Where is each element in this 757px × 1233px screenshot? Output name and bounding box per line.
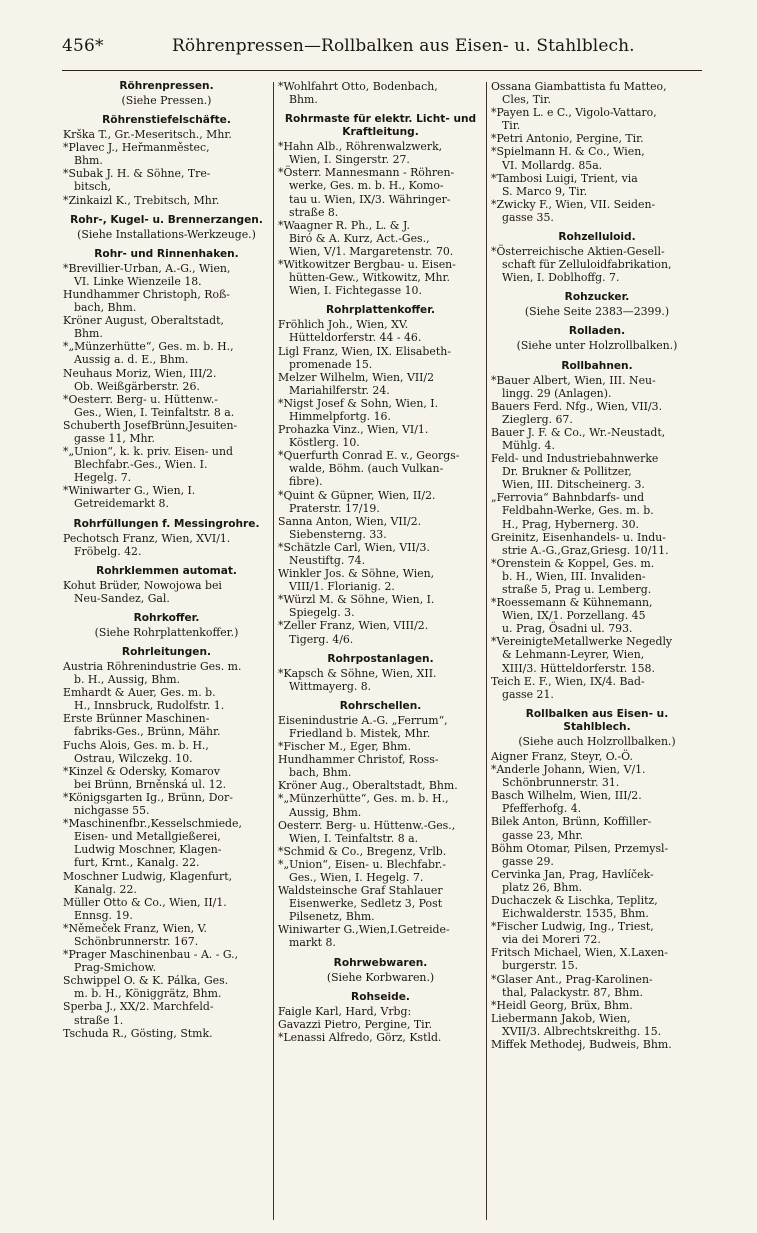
directory-entry: *Zeller Franz, Wien, VIII/2. Tigerg. 4/6. — [278, 619, 429, 646]
directory-entry: Hundhammer Christoph, Roß- bach, Bhm. — [63, 287, 230, 315]
directory-entry: *Oesterr. Berg- u. Hüttenw.- Ges., Wien, I. Teinfaltstr. 8 a. — [63, 392, 235, 419]
directory-entry: Neuhaus Moriz, Wien, III/2. Ob. Weißgärberstr. 26. — [63, 366, 217, 393]
directory-entry: Liebermann Jakob, Wien, XVII/3. Albrechtskreithg. 15. — [491, 1011, 662, 1038]
directory-entry: *Prager Maschinenbau - A. - G., Prag-Smichow. — [63, 948, 239, 975]
directory-entry: Fritsch Michael, Wien, X.Laxen- burgerstr. 15. — [491, 946, 668, 973]
directory-entry: Böhm Otomar, Pilsen, Przemysl- gasse 29. — [491, 841, 669, 868]
directory-entry: *Würzl M. & Söhne, Wien, I. Spiegelg. 3. — [278, 593, 435, 620]
directory-entry: *Petri Antonio, Pergine, Tir. — [491, 132, 644, 146]
section-heading: Rollbahnen. — [561, 359, 633, 372]
directory-entry: *Schmid & Co., Bregenz, Vrlb. — [278, 844, 447, 858]
directory-entry: Faigle Karl, Hard, Vrbg: — [278, 1004, 412, 1018]
directory-entry: Ossana Giambattista fu Matteo, Cles, Tir. — [491, 80, 667, 107]
section-heading: Rohrklemmen automat. — [96, 564, 237, 577]
directory-entry: Kröner Aug., Oberaltstadt, Bhm. — [278, 779, 458, 793]
section-note: (Siehe Pressen.) — [121, 94, 212, 107]
directory-column-2 — [278, 80, 483, 1220]
directory-entry: Melzer Wilhelm, Wien, VII/2 Mariahilferstr. 24. — [278, 370, 435, 397]
directory-entry: *Nigst Josef & Sohn, Wien, I. Himmelpfortg. 16. — [278, 396, 439, 423]
directory-entry: Prohazka Vinz., Wien, VI/1. Köstlerg. 10. — [278, 423, 429, 450]
directory-entry: Bauer J. F. & Co., Wr.-Neustadt, Mühlg. 4. — [491, 425, 666, 452]
directory-entry: *Zinkaizl K., Trebitsch, Mhr. — [63, 193, 220, 207]
section-heading: Rohseide. — [351, 990, 410, 1003]
directory-entry: Basch Wilhelm, Wien, III/2. Pfefferhofg. 4. — [491, 789, 642, 816]
directory-entry: Ligl Franz, Wien, IX. Elisabeth- promenade 15. — [278, 344, 451, 371]
directory-entry: *Waagner R. Ph., L. & J. Biró & A. Kurz, Act.-Ges., Wien, V/1. Margaretenstr. 70. — [278, 218, 454, 258]
directory-entry: *Bauer Albert, Wien, III. Neu- lingg. 29 (Anlagen). — [491, 373, 656, 400]
section-note: (Siehe Installations-Werkzeuge.) — [77, 227, 256, 241]
directory-entry: Fuchs Alois, Ges. m. b. H., Ostrau, Wilczekg. 10. — [63, 738, 209, 765]
directory-entry: *Schätzle Carl, Wien, VII/3. Neustiftg. 74. — [278, 540, 430, 567]
directory-entry: Müller Otto & Co., Wien, II/1. Ennsg. 19. — [63, 895, 227, 922]
section-heading: Rohrkoffer. — [133, 611, 200, 624]
section-heading: Röhrenpressen. — [119, 80, 214, 92]
page-number: 456* — [62, 36, 104, 56]
running-title: Röhrenpressen—Rollbalken aus Eisen- u. Stahlblech. — [172, 36, 635, 56]
directory-entry: *Roessemann & Kühnemann, Wien, IX/1. Porzellang. 45 u. Prag, Ösadni ul. 793. — [491, 596, 653, 636]
directory-entry: *Witkowitzer Bergbau- u. Eisen- hütten-Gew., Witkowitz, Mhr. Wien, I. Fichtegasse 10. — [278, 258, 456, 298]
directory-entry: *„Union“, Eisen- u. Blechfabr.- Ges., Wien, I. Hegelg. 7. — [278, 857, 447, 884]
directory-entry: Gavazzi Pietro, Pergine, Tir. — [278, 1017, 433, 1031]
section-heading: Rohrplattenkoffer. — [326, 304, 435, 317]
section-note: (Siehe Korbwaren.) — [326, 970, 435, 984]
directory-entry: Winiwarter G.,Wien,I.Getreide- markt 8. — [278, 923, 450, 950]
directory-entry: Bilek Anton, Brünn, Koffiller- gasse 23, Mhr. — [491, 815, 652, 842]
section-heading: Rohrpostanlagen. — [327, 652, 434, 665]
directory-entry: *„Münzerhütte“, Ges. m. b. H., Aussig, Bhm. — [278, 792, 449, 819]
directory-entry: Eisenindustrie A.-G. „Ferrum“, Friedland b. Mistek, Mhr. — [278, 713, 448, 740]
directory-entry: Bauers Ferd. Nfg., Wien, VII/3. Zieglerg. 67. — [491, 399, 663, 426]
directory-entry: *Wohlfahrt Otto, Bodenbach, Bhm. — [278, 80, 438, 107]
directory-entry: Oesterr. Berg- u. Hüttenw.-Ges., Wien, I. Teinfaltstr. 8 a. — [278, 818, 456, 845]
directory-entry: Kohut Brüder, Nowojowa bei Neu-Sandez, Gal. — [63, 578, 222, 605]
directory-entry: Winkler Jos. & Söhne, Wien, VIII/1. Florianig. 2. — [278, 567, 435, 594]
section-heading: Rohzucker. — [564, 291, 630, 304]
directory-entry: *Querfurth Conrad E. v., Georgs- walde, Böhm. (auch Vulkan- fibre). — [278, 449, 460, 489]
directory-entry: Cervinka Jan, Prag, Havlíček- platz 26, Bhm. — [491, 867, 654, 894]
column-divider — [273, 82, 274, 1220]
section-heading: Rollbalken aus Eisen- u. Stahlblech. — [525, 707, 669, 733]
section-heading: Rolladen. — [568, 325, 626, 338]
directory-entry: *Königsgarten Ig., Brünn, Dor- nichgasse 55. — [63, 790, 233, 818]
directory-entry: Miffek Methodej, Budweis, Bhm. — [491, 1038, 672, 1051]
directory-entry: *Orenstein & Koppel, Ges. m. b. H., Wien, III. Invaliden- straße 5, Prag u. Lemberg. — [491, 556, 655, 596]
directory-entry: Greinitz, Eisenhandels- u. Indu- strie A.-G.,Graz,Griesg. 10/11. — [491, 530, 669, 557]
directory-entry: *„Union“, k. k. priv. Eisen- und Blechfabr.-Ges., Wien. I. Hegelg. 7. — [63, 445, 233, 485]
directory-entry: *Quint & Güpner, Wien, II/2. Praterstr. 17/19. — [278, 488, 436, 515]
directory-entry: *Fischer M., Eger, Bhm. — [278, 740, 411, 754]
directory-entry: Teich E. F., Wien, IX/4. Bad- gasse 21. — [491, 674, 645, 701]
section-heading: Rohzelluloid. — [558, 231, 636, 244]
section-note: (Siehe unter Holzrollbalken.) — [516, 339, 678, 353]
directory-entry: *„Münzerhütte“, Ges. m. b. H., Aussig a. d. E., Bhm. — [63, 340, 234, 367]
section-note: (Siehe auch Holzrollbalken.) — [518, 734, 676, 748]
directory-entry: *Lenassi Alfredo, Görz, Kstld. — [278, 1030, 442, 1044]
section-heading: Rohrfüllungen f. Messingrohre. — [73, 517, 260, 530]
directory-entry: *Glaser Ant., Prag-Karolinen- thal, Palackystr. 87, Bhm. — [491, 972, 653, 999]
section-heading: Rohrmaste für elektr. Licht- und Kraftleitung. — [284, 113, 477, 139]
directory-entry: *Tambosi Luigi, Trient, via S. Marco 9, Tir. — [491, 171, 638, 198]
directory-entry: *Subak J. H. & Söhne, Tre- bitsch, — [63, 167, 211, 194]
directory-entry: *Maschinenfbr.,Kesselschmiede, Eisen- und Metallgießerei, Ludwig Moschner, Klagen- furt, Krnt., Kanalg. 22. — [63, 817, 242, 870]
directory-entry: *Kinzel & Odersky, Komarov bei Brünn, Brněnská ul. 12. — [63, 764, 227, 791]
directory-entry: Krška T., Gr.-Meseritsch., Mhr. — [63, 128, 232, 142]
directory-entry: *Plavec J., Heřmanměstec, Bhm. — [63, 141, 210, 168]
section-heading: Rohrleitungen. — [121, 646, 212, 658]
directory-entry: Sperba J., XX/2. Marchfeld- straße 1. — [63, 1000, 214, 1027]
directory-entry: *Heidl Georg, Brüx, Bhm. — [491, 998, 633, 1012]
directory-entry: *Brevillier-Urban, A.-G., Wien, VI. Linke Wienzeile 18. — [63, 261, 231, 288]
section-note: (Siehe Rohrplattenkoffer.) — [94, 625, 239, 639]
directory-entry: Erste Brünner Maschinen- fabriks-Ges., Brünn, Mähr. — [63, 712, 221, 739]
directory-entry: Duchaczek & Lischka, Teplitz, Eichwalderstr. 1535, Bhm. — [491, 893, 658, 921]
directory-entry: *Österr. Mannesmann - Röhren- werke, Ges. m. b. H., Komo- tau u. Wien, IX/3. Währinger- straße 8. — [278, 166, 455, 219]
directory-entry: „Ferrovia“ Bahnbdarfs- und Feldbahn-Werke, Ges. m. b. H., Prag, Hybernerg. 30. — [491, 491, 654, 531]
directory-entry: Emhardt & Auer, Ges. m. b. H., Innsbruck, Rudolfstr. 1. — [63, 686, 225, 713]
section-heading: Rohrwebwaren. — [333, 956, 428, 969]
section-note: (Siehe Seite 2383—2399.) — [524, 305, 670, 319]
directory-column-1 — [63, 80, 270, 1220]
directory-entry: *Hahn Alb., Röhrenwalzwerk, Wien, I. Singerstr. 27. — [278, 140, 443, 167]
directory-entry: *Österreichische Aktien-Gesell- schaft für Zelluloidfabrikation, Wien, I. Doblhoffg. 7. — [491, 245, 672, 285]
section-heading: Rohr-, Kugel- u. Brennerzangen. — [70, 213, 263, 226]
directory-entry: *Anderle Johann, Wien, V/1. Schönbrunnerstr. 31. — [491, 763, 646, 790]
directory-entry: Hundhammer Christof, Ross- bach, Bhm. — [278, 753, 439, 780]
directory-entry: Aigner Franz, Steyr, O.-Ö. — [491, 749, 633, 763]
directory-entry: Kröner August, Oberaltstadt, Bhm. — [63, 314, 224, 341]
directory-entry: Fröhlich Joh., Wien, XV. Hütteldorferstr. 44 - 46. — [278, 318, 422, 345]
directory-entry: Moschner Ludwig, Klagenfurt, Kanalg. 22. — [63, 869, 233, 896]
directory-entry: Schuberth JosefBrünn,Jesuiten- gasse 11, Mhr. — [63, 418, 238, 445]
directory-entry: Sanna Anton, Wien, VII/2. Siebensterng. 33. — [278, 514, 422, 541]
directory-entry: *Zwicky F., Wien, VII. Seiden- gasse 35. — [491, 197, 656, 224]
directory-entry: *Kapsch & Söhne, Wien, XII. Wittmayerg. 8. — [278, 666, 437, 693]
directory-entry: Feld- und Industriebahnwerke Dr. Brukner & Pollitzer, Wien, III. Ditscheinerg. 3. — [491, 452, 659, 492]
directory-entry: Schwippel O. & K. Pálka, Ges. m. b. H., Königgrätz, Bhm. — [63, 974, 229, 1001]
page-header — [0, 0, 757, 72]
directory-column-3 — [491, 80, 703, 1220]
directory-entry: *Payen L. e C., Vigolo-Vattaro, Tir. — [491, 106, 657, 133]
directory-entry: *Němeček Franz, Wien, V. Schönbrunnerstr. 167. — [63, 921, 208, 948]
directory-entry: Tschuda R., Gösting, Stmk. — [63, 1026, 213, 1040]
column-divider — [486, 82, 487, 1220]
section-heading: Rohrschellen. — [339, 699, 422, 712]
directory-entry: *VereinigteMetallwerke Negedly & Lehmann-Leyrer, Wien, XIII/3. Hütteldorferstr. 158. — [491, 635, 673, 675]
directory-entry: Waldsteinsche Graf Stahlauer Eisenwerke, Sedletz 3, Post Pilsenetz, Bhm. — [278, 884, 443, 924]
header-rule — [62, 70, 702, 71]
directory-entry: *Winiwarter G., Wien, I. Getreidemarkt 8. — [63, 484, 196, 511]
directory-entry: *Fischer Ludwig, Ing., Triest, via dei Moreri 72. — [491, 920, 654, 947]
directory-entry: Pechotsch Franz, Wien, XVI/1. Fröbelg. 42. — [63, 531, 231, 558]
section-heading: Röhrenstiefelschäfte. — [102, 114, 231, 127]
directory-entry: Austria Röhrenindustrie Ges. m. b. H., Aussig, Bhm. — [63, 660, 242, 687]
directory-entry: *Spielmann H. & Co., Wien, VI. Mollardg. 85a. — [491, 145, 645, 172]
section-heading: Rohr- und Rinnenhaken. — [94, 247, 239, 260]
